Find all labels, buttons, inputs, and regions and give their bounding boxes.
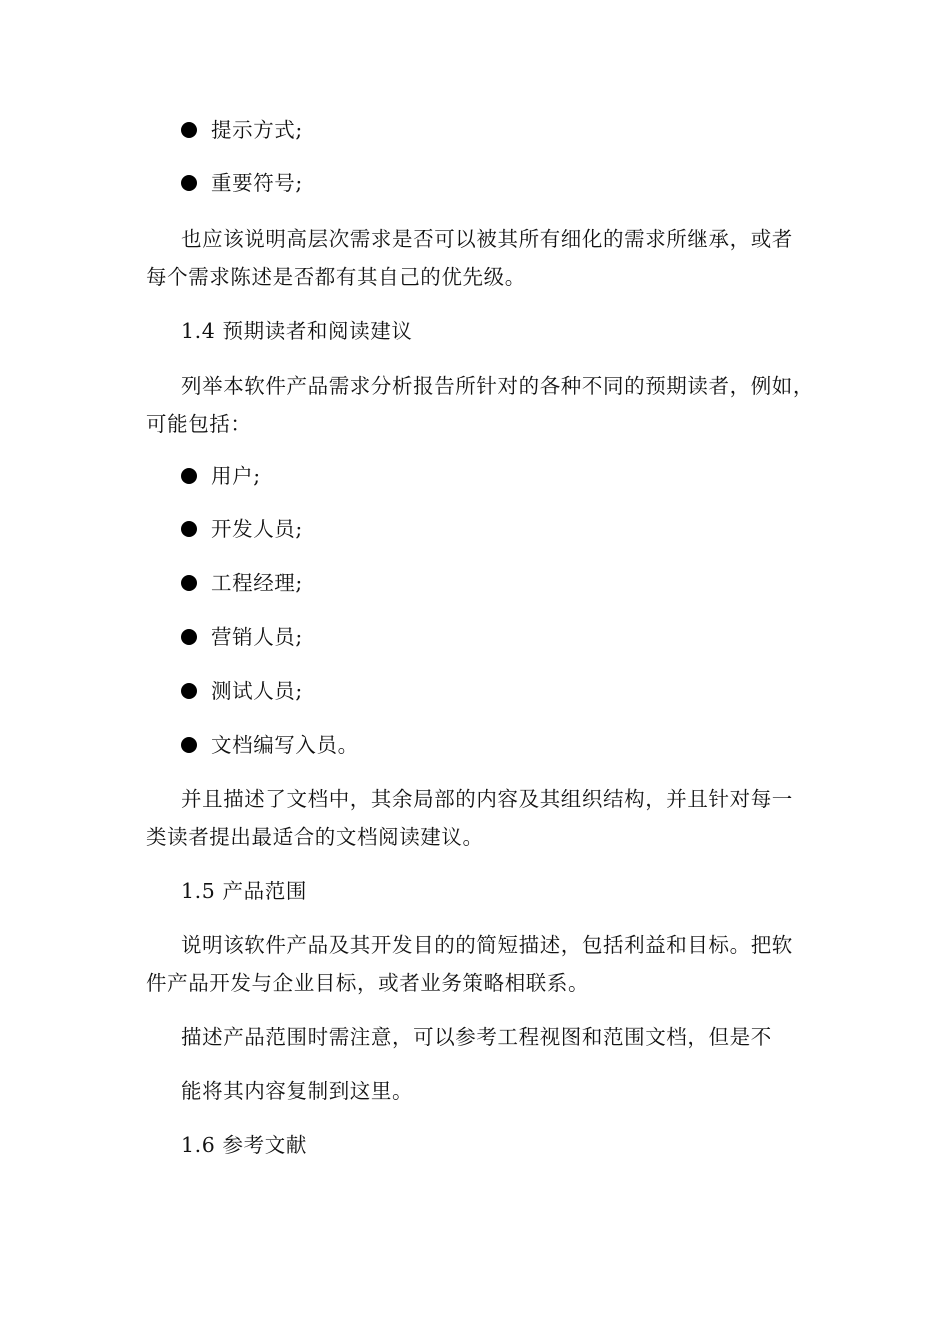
list-item: 提示方式; [211, 118, 303, 142]
bullet-dot-icon [181, 521, 197, 537]
bullet-dot-icon [181, 122, 197, 138]
paragraph-line: 描述产品范围时需注意，可以参考工程视图和范围文档，但是不 [181, 1025, 772, 1049]
paragraph-line: 并且描述了文档中，其余局部的内容及其组织结构，并且针对每一 [181, 787, 793, 811]
list-item: 文档编写入员。 [211, 733, 359, 757]
paragraph-line: 类读者提出最适合的文档阅读建议。 [146, 825, 484, 849]
paragraph-line: 列举本软件产品需求分析报告所针对的各种不同的预期读者，例如， [181, 374, 814, 398]
bullet-dot-icon [181, 629, 197, 645]
bullet-dot-icon [181, 468, 197, 484]
section-heading: 1.6 参考文献 [181, 1133, 307, 1157]
list-item: 测试人员; [211, 679, 303, 703]
bullet-dot-icon [181, 175, 197, 191]
bullet-dot-icon [181, 575, 197, 591]
section-heading: 1.5 产品范围 [181, 879, 307, 903]
bullet-dot-icon [181, 737, 197, 753]
paragraph-line: 可能包括： [146, 412, 252, 436]
paragraph-line: 也应该说明高层次需求是否可以被其所有细化的需求所继承，或者 [181, 227, 793, 251]
list-item: 营销人员; [211, 625, 303, 649]
list-item: 用户; [211, 464, 261, 488]
list-item: 开发人员; [211, 517, 303, 541]
section-heading: 1.4 预期读者和阅读建议 [181, 319, 413, 343]
paragraph-line: 能将其内容复制到这里。 [181, 1079, 414, 1103]
paragraph-line: 说明该软件产品及其开发目的的简短描述，包括利益和目标。把软 [181, 933, 793, 957]
paragraph-line: 件产品开发与企业目标，或者业务策略相联系。 [146, 971, 590, 995]
list-item: 工程经理; [211, 571, 303, 595]
list-item: 重要符号; [211, 171, 303, 195]
paragraph-line: 每个需求陈述是否都有其自己的优先级。 [146, 265, 526, 289]
bullet-dot-icon [181, 683, 197, 699]
